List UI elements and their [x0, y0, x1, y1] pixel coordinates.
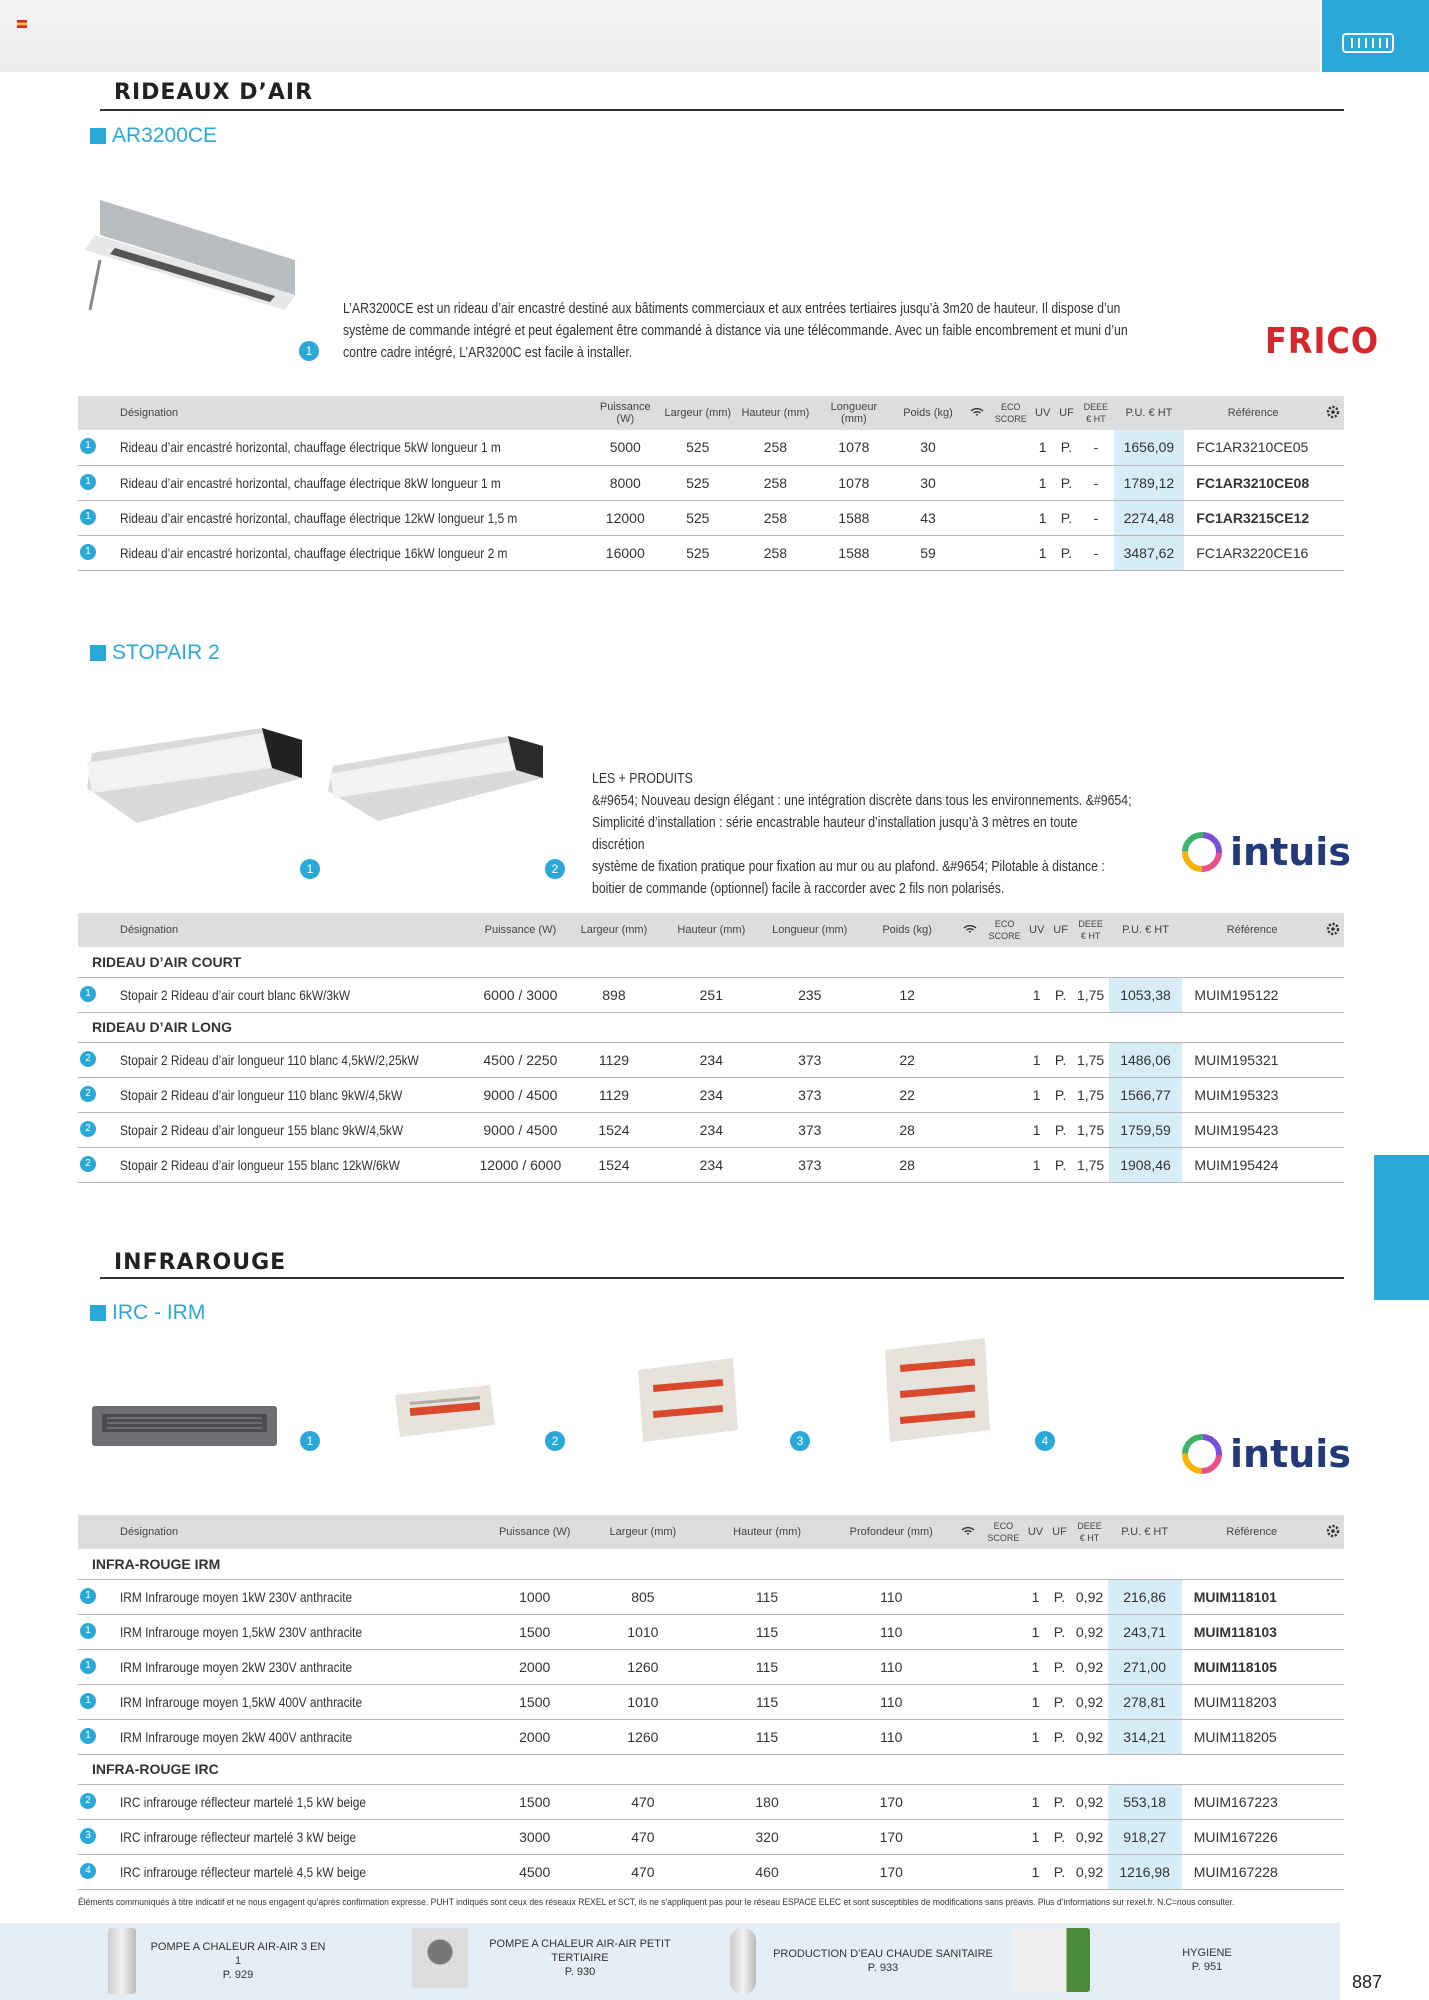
image-badge: 1: [300, 1431, 320, 1451]
row-number-badge: 2: [80, 1051, 96, 1067]
designation-text: Rideau d’air encastré horizontal, chauffage électrique 12kW longueur 1,5 m: [120, 509, 518, 526]
settings-icon: [1322, 913, 1344, 947]
section-rule: [100, 109, 1344, 111]
intuis-logo: intuis: [1180, 830, 1351, 874]
intuis-ring-icon: [1180, 1432, 1224, 1476]
wifi-icon: [962, 396, 990, 430]
table-row[interactable]: 2 Stopair 2 Rideau d’air longueur 155 blanc 9kW/4,5kW 9000 / 4500 1524 234 373 28 1 P. 1,75 1759,59 MUIM195423: [78, 1112, 1344, 1147]
water-heater-thumbnail: [730, 1928, 756, 1994]
subhead-stopair: STOPAIR 2: [90, 641, 220, 665]
image-badge: 1: [300, 859, 320, 879]
page-number: 887: [1352, 1972, 1383, 1992]
category-tab[interactable]: [1322, 0, 1429, 72]
square-bullet-icon: [90, 1305, 106, 1321]
group-header-row: RIDEAU D’AIR COURT: [78, 947, 1344, 977]
table-row[interactable]: 1 Rideau d’air encastré horizontal, chauffage électrique 16kW longueur 2 m 16000 525 258 1588 59 1 P. - 3487,62 FC1AR3220CE16: [78, 535, 1344, 570]
designation-text: IRM Infrarouge moyen 1,5kW 400V anthracite: [120, 1693, 363, 1710]
row-number-badge: 1: [80, 1693, 96, 1709]
row-number-badge: 1: [80, 986, 96, 1002]
subhead-ar3200ce: AR3200CE: [90, 124, 217, 148]
footer-link-pac-tertiaire[interactable]: POMPE A CHALEUR AIR-AIR PETIT TERTIAIRE P. 930: [412, 1928, 680, 1988]
footer-link-ecs[interactable]: PRODUCTION D’EAU CHAUDE SANITAIRE P. 933: [730, 1928, 998, 1994]
row-number-badge: 3: [80, 1828, 96, 1844]
row-number-badge: 2: [80, 1086, 96, 1102]
designation-text: Stopair 2 Rideau d’air court blanc 6kW/3kW: [120, 986, 351, 1003]
table-row[interactable]: 4 IRC infrarouge réflecteur martelé 4,5 kW beige 4500 470 460 170 1 P. 0,92 1216,98 MUIM167228: [78, 1854, 1344, 1889]
footnote: Éléments communiqués à titre indicatif et ne nous engagent qu’après confirmation expresse. PUHT indiqués sont ceux des réseaux REXEL et SCT, ils ne s’appliquent pas pour le réseau ESPACE ELEC et sont susceptibles de modifications sans préavis. Plus d’informations sur rexel.fr. N.C=nous consulter.: [78, 1897, 1235, 1908]
row-number-badge: 1: [80, 544, 96, 560]
wifi-icon: [953, 1515, 983, 1549]
designation-text: Stopair 2 Rideau d’air longueur 155 blanc 9kW/4,5kW: [120, 1121, 404, 1138]
table-row[interactable]: 1 Rideau d’air encastré horizontal, chauffage électrique 12kW longueur 1,5 m 12000 525 258 1588 43 1 P. - 2274,48 FC1AR3215CE12: [78, 500, 1344, 535]
stopair-short-image: [82, 728, 302, 823]
intuis-ring-icon: [1180, 830, 1224, 874]
row-number-badge: 1: [80, 438, 96, 454]
group-header-row: INFRA-ROUGE IRM: [78, 1549, 1344, 1579]
settings-icon: [1322, 396, 1344, 430]
square-bullet-icon: [90, 128, 106, 144]
side-tab[interactable]: [1374, 1155, 1429, 1300]
designation-text: IRM Infrarouge moyen 2kW 400V anthracite: [120, 1728, 353, 1745]
table-row[interactable]: 1 IRM Infrarouge moyen 2kW 400V anthracite 2000 1260 115 110 1 P. 0,92 314,21 MUIM118205: [78, 1719, 1344, 1754]
stopair-table-body: [78, 947, 1344, 1182]
designation-text: IRC infrarouge réflecteur martelé 1,5 kW beige: [120, 1793, 367, 1810]
radiator-icon: [1342, 30, 1394, 54]
section-title-infrarouge: INFRAROUGE: [114, 1250, 287, 1275]
table-row[interactable]: 2 Stopair 2 Rideau d’air longueur 110 blanc 9kW/4,5kW 9000 / 4500 1129 234 373 22 1 P. 1,75 1566,77 MUIM195323: [78, 1077, 1344, 1112]
designation-text: IRM Infrarouge moyen 1kW 230V anthracite: [120, 1588, 353, 1605]
hygiene-unit-thumbnail: [1012, 1928, 1090, 1992]
subhead-irc-irm: IRC - IRM: [90, 1301, 205, 1325]
row-number-badge: 2: [80, 1156, 96, 1172]
designation-text: Stopair 2 Rideau d’air longueur 155 blanc 12kW/6kW: [120, 1156, 400, 1173]
group-header-row: RIDEAU D’AIR LONG: [78, 1012, 1344, 1042]
table-row[interactable]: 2 Stopair 2 Rideau d’air longueur 155 blanc 12kW/6kW 12000 / 6000 1524 234 373 28 1 P. 1,75 1908,46 MUIM195424: [78, 1147, 1344, 1182]
designation-text: Stopair 2 Rideau d’air longueur 110 blanc 4,5kW/2,25kW: [120, 1051, 419, 1068]
ar3200ce-table-body: [78, 430, 1344, 570]
designation-text: IRM Infrarouge moyen 1,5kW 230V anthracite: [120, 1623, 363, 1640]
designation-text: Stopair 2 Rideau d’air longueur 110 blanc 9kW/4,5kW: [120, 1086, 403, 1103]
row-number-badge: 1: [80, 509, 96, 525]
row-number-badge: 4: [80, 1863, 96, 1879]
section-title-rideaux: RIDEAUX D’AIR: [114, 80, 314, 105]
ar3200ce-description: L’AR3200CE est un rideau d’air encastré destiné aux bâtiments commerciaux et aux entrées tertiaires jusqu’à 3m20 de hauteur. Il dispose d’un système de commande intégré et peut également être commandé à distance via une télécommande. Avec un faible encombrement et muni d’un contre cadre intégré, L’AR3200C est facile à installer.: [343, 300, 1128, 361]
square-bullet-icon: [90, 645, 106, 661]
table-row[interactable]: 2 Stopair 2 Rideau d’air longueur 110 blanc 4,5kW/2,25kW 4500 / 2250 1129 234 373 22 1 P. 1,75 1486,06 MUIM195321: [78, 1042, 1344, 1077]
stopair-long-image: [328, 736, 548, 821]
outdoor-unit-thumbnail: [412, 1928, 468, 1988]
designation-text: Rideau d’air encastré horizontal, chauffage électrique 16kW longueur 2 m: [120, 544, 508, 561]
group-header-row: INFRA-ROUGE IRC: [78, 1754, 1344, 1784]
row-number-badge: 1: [80, 1623, 96, 1639]
image-badge: 2: [545, 1431, 565, 1451]
table-row[interactable]: 1 IRM Infrarouge moyen 2kW 230V anthracite 2000 1260 115 110 1 P. 0,92 271,00 MUIM118105: [78, 1649, 1344, 1684]
designation-text: Rideau d’air encastré horizontal, chauffage électrique 8kW longueur 1 m: [120, 474, 501, 491]
heat-pump-thumbnail: [108, 1928, 136, 1994]
irc-heater-2-image: [628, 1350, 743, 1450]
designation-text: IRC infrarouge réflecteur martelé 3 kW beige: [120, 1828, 357, 1845]
row-number-badge: 1: [80, 1588, 96, 1604]
irc-table-body: [78, 1549, 1344, 1889]
irc-heater-1-image: [385, 1375, 500, 1450]
irc-table: Désignation Puissance (W) Largeur (mm) Hauteur (mm) Profondeur (mm) ECO SCORE UV UF DEEE € HT P.U. € HT Référence INFRA-ROUGE IRM 1 IRM Infrarouge moyen 1kW 230V anthracite 1000 805 115 110 1 P. 0,92 216,86 MUIM118101 1 IRM Infrarouge moyen 1,5kW 230V anthracite 1500 1010 115 110 1 P. 0,92 243,71 MUIM118103 1 IRM Infrarouge moyen 2kW 230V anthracite 2000 1260 115 110 1 P. 0,92 271,00 MUIM118105 1 IRM Infrarouge moyen 1,5kW 400V anthracite 1500 1010 115 110 1 P. 0,92 278,81 MUIM118203 1 IRM Infrarouge moyen 2kW 400V anthracite 2000 1260 115 110 1 P. 0,92 314,21 MUIM118205 INFRA-ROUGE IRC 2 IRC infrarouge réflecteur martelé 1,5 kW beige 1500 470 180 170 1 P. 0,92 553,18 MUIM167223 3 IRC infrarouge réflecteur martelé 3 kW beige 3000 470 320 170 1 P. 0,92 918,27 MUIM167226 4 IRC infrarouge réflecteur martelé 4,5 kW beige 4500 470 460 170 1 P. 0,92 1216,98 MUIM167228: [78, 1515, 1344, 1890]
top-bar: [0, 0, 1320, 72]
table-row[interactable]: 1 Rideau d’air encastré horizontal, chauffage électrique 8kW longueur 1 m 8000 525 258 1078 30 1 P. - 1789,12 FC1AR3210CE08: [78, 465, 1344, 500]
irm-heater-image: [92, 1398, 277, 1453]
intuis-logo: intuis: [1180, 1432, 1351, 1476]
stopair-description: LES + PRODUITS &#9654; Nouveau design élégant : une intégration discrète dans tous les environnements. &#9654; Simplicité d’installation : série encastrable hauteur d’installation jusqu’à 3 mètres en toute discrétion système de fixation pratique pour fixation au mur ou au plafond. &#9654; Pilotable à distance : boitier de commande (optionnel) facile à raccorder avec 2 fils non polarisés.: [592, 770, 1132, 897]
table-row[interactable]: 1 Stopair 2 Rideau d’air court blanc 6kW/3kW 6000 / 3000 898 251 235 12 1 P. 1,75 1053,38 MUIM195122: [78, 977, 1344, 1012]
row-number-badge: 2: [80, 1121, 96, 1137]
image-badge: 3: [790, 1431, 810, 1451]
section-rule: [100, 1277, 1344, 1279]
col-designation: Désignation: [78, 1515, 489, 1549]
table-row[interactable]: 1 IRM Infrarouge moyen 1kW 230V anthracite 1000 805 115 110 1 P. 0,92 216,86 MUIM118101: [78, 1579, 1344, 1614]
footer-link-hygiene[interactable]: HYGIENE P. 951: [1012, 1928, 1312, 1992]
designation-text: IRM Infrarouge moyen 2kW 230V anthracite: [120, 1658, 353, 1675]
table-row[interactable]: 2 IRC infrarouge réflecteur martelé 1,5 kW beige 1500 470 180 170 1 P. 0,92 553,18 MUIM167223: [78, 1784, 1344, 1819]
image-badge: 1: [299, 341, 319, 361]
table-row[interactable]: 1 IRM Infrarouge moyen 1,5kW 400V anthracite 1500 1010 115 110 1 P. 0,92 278,81 MUIM118203: [78, 1684, 1344, 1719]
frico-logo: FRICO: [1265, 320, 1380, 362]
col-designation: Désignation: [78, 396, 591, 430]
table-row[interactable]: 3 IRC infrarouge réflecteur martelé 3 kW beige 3000 470 320 170 1 P. 0,92 918,27 MUIM167226: [78, 1819, 1344, 1854]
irc-heater-3-image: [875, 1330, 995, 1450]
designation-text: IRC infrarouge réflecteur martelé 4,5 kW beige: [120, 1863, 367, 1880]
designation-text: Rideau d’air encastré horizontal, chauffage électrique 5kW longueur 1 m: [120, 439, 501, 456]
air-curtain-product-image: [85, 200, 300, 318]
col-designation: Désignation: [78, 913, 476, 947]
table-row[interactable]: 1 Rideau d’air encastré horizontal, chauffage électrique 5kW longueur 1 m 5000 525 258 1078 30 1 P. - 1656,09 FC1AR3210CE05: [78, 430, 1344, 465]
settings-icon: [1322, 1515, 1344, 1549]
row-number-badge: 1: [80, 1728, 96, 1744]
footer-link-pac-3en1[interactable]: POMPE A CHALEUR AIR-AIR 3 EN 1 P. 929: [108, 1928, 328, 1994]
image-badge: 4: [1035, 1431, 1055, 1451]
stopair-table: Désignation Puissance (W) Largeur (mm) Hauteur (mm) Longueur (mm) Poids (kg) ECO SCORE UV UF DEEE € HT P.U. € HT Référence RIDEAU D’AIR COURT 1 Stopair 2 Rideau d’air court blanc 6kW/3kW 6000 / 3000 898 251 235 12 1 P. 1,75 1053,38 MUIM195122 RIDEAU D’AIR LONG 2 Stopair 2 Rideau d’air longueur 110 blanc 4,5kW/2,25kW 4500 / 2250 1129 234 373 22 1 P. 1,75 1486,06 MUIM195321 2 Stopair 2 Rideau d’air longueur 110 blanc 9kW/4,5kW 9000 / 4500 1129 234 373 22 1 P. 1,75 1566,77 MUIM195323 2 Stopair 2 Rideau d’air longueur 155 blanc 9kW/4,5kW 9000 / 4500 1524 234 373 28 1 P. 1,75 1759,59 MUIM195423 2 Stopair 2 Rideau d’air longueur 155 blanc 12kW/6kW 12000 / 6000 1524 234 373 28 1 P. 1,75 1908,46 MUIM195424: [78, 913, 1344, 1183]
flag-icon: [17, 20, 27, 28]
row-number-badge: 2: [80, 1793, 96, 1809]
image-badge: 2: [545, 859, 565, 879]
row-number-badge: 1: [80, 474, 96, 490]
row-number-badge: 1: [80, 1658, 96, 1674]
wifi-icon: [955, 913, 985, 947]
ar3200ce-table: Désignation Puissance (W) Largeur (mm) Hauteur (mm) Longueur (mm) Poids (kg) ECO SCORE UV UF DEEE € HT P.U. € HT Référence 1 Rideau d’air encastré horizontal, chauffage électrique 5kW longueur 1 m 5000 525 258 1078 30 1 P. - 1656,09 FC1AR3210CE05 1 Rideau d’air encastré horizontal, chauffage électrique 8kW longueur 1 m 8000 525 258 1078 30 1 P. - 1789,12 FC1AR3210CE08 1 Rideau d’air encastré horizontal, chauffage électrique 12kW longueur 1,5 m 12000 525 258 1588 43 1 P. - 2274,48 FC1AR3215CE12 1 Rideau d’air encastré horizontal, chauffage électrique 16kW longueur 2 m 16000 525 258 1588 59 1 P. - 3487,62 FC1AR3220CE16: [78, 396, 1344, 571]
table-row[interactable]: 1 IRM Infrarouge moyen 1,5kW 230V anthracite 1500 1010 115 110 1 P. 0,92 243,71 MUIM118103: [78, 1614, 1344, 1649]
